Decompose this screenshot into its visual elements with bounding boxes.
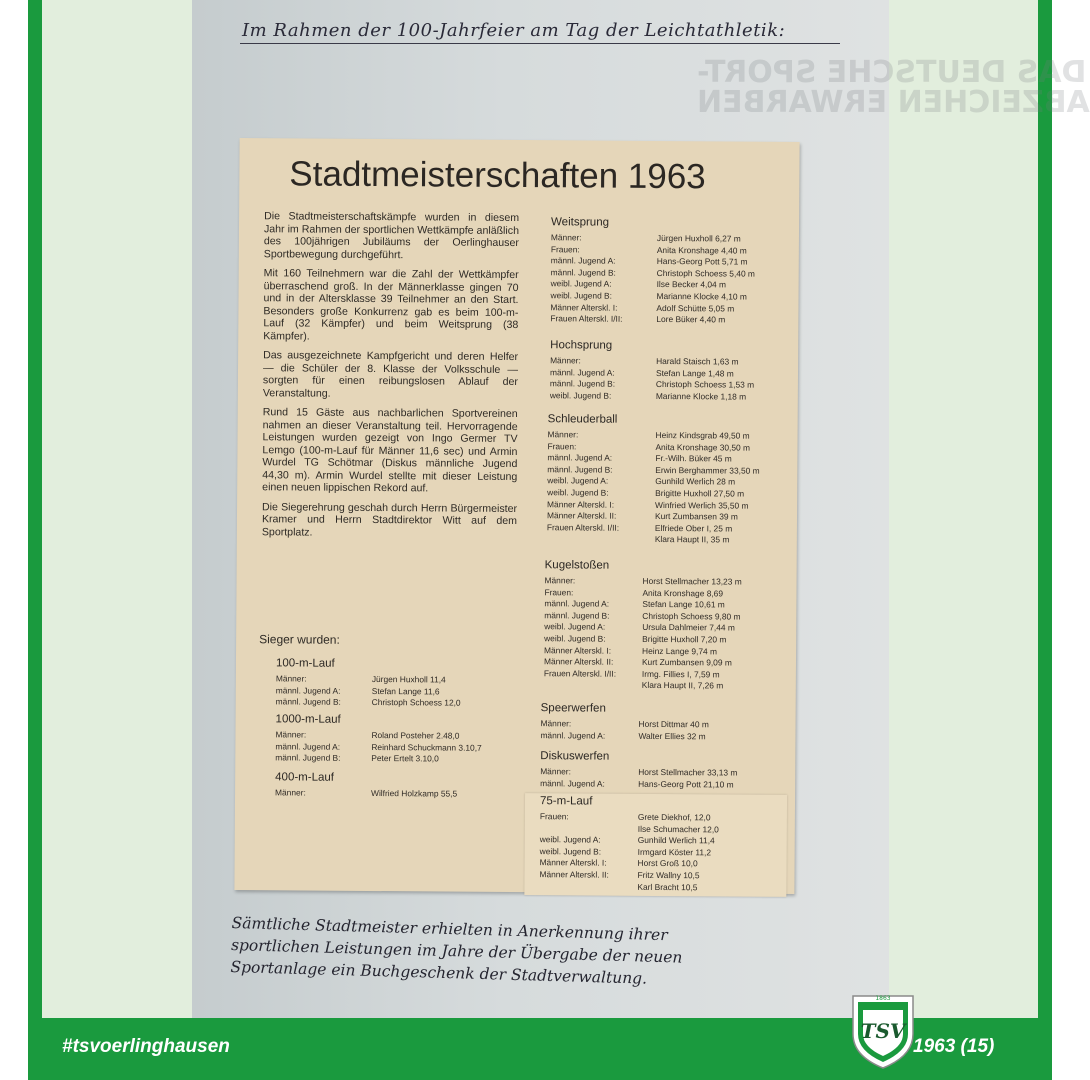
scrapbook-page-photo	[192, 0, 1090, 1018]
event-title: Schleuderball	[547, 413, 618, 426]
result-winner: Horst Dittmar 40 m	[638, 718, 709, 730]
result-winner: Ursula Dahlmeier 7,44 m	[642, 622, 735, 633]
event-block	[539, 794, 719, 893]
result-category: männl. Jugend B:	[275, 752, 341, 763]
result-row	[276, 697, 461, 710]
result-category: männl. Jugend A:	[540, 729, 606, 741]
result-category: männl. Jugend A:	[550, 255, 616, 266]
footer-line: Sportanlage ein Buchgeschenk der Stadtverwaltung.	[230, 957, 648, 988]
result-category: weibl. Jugend A:	[547, 475, 609, 487]
result-category: Frauen:	[550, 243, 580, 255]
event-title: Speerwerfen	[540, 702, 606, 715]
event-block	[550, 338, 755, 403]
result-winner: Anita Kronshage 30,50 m	[655, 441, 751, 453]
result-winner: Harald Staisch 1,63 m	[656, 355, 739, 367]
result-category	[540, 823, 638, 835]
result-row	[539, 881, 718, 894]
result-winner: Ilse Schumacher 12,0	[637, 823, 719, 835]
result-winner: Heinz Kindsgrab 49,50 m	[655, 429, 750, 441]
footer-line: Sämtliche Stadtmeister erhielten in Anerkennung ihrer	[231, 913, 668, 945]
result-category: weibl. Jugend A:	[550, 278, 612, 290]
footer-line: sportlichen Leistungen im Jahre der Übergabe der neuen	[230, 935, 683, 967]
result-winner: Gunhild Werlich 11,4	[637, 835, 715, 846]
result-row	[275, 787, 457, 800]
winners-heading: Sieger wurden:	[259, 632, 340, 647]
result-row	[544, 680, 741, 693]
intro-paragraph: Rund 15 Gäste aus nachbarlichen Sportvereinen nahmen an dieser Veranstaltung teil. Hervorragende Leistungen wurden gezeigt von Ingo Germer TV Lemgo (100-m-Lauf für Männer 11,6 sec) und Armin Wurdel TG Schötmar (Diskus männliche Jugend 44,30 m). Armin Wurdel stellte mit dieser Leistung einen neuen lippischen Rekord auf.	[262, 406, 518, 495]
result-category: weibl. Jugend B:	[547, 487, 609, 498]
header-underline	[240, 43, 840, 44]
result-category: männl. Jugend B:	[549, 378, 616, 389]
result-category: männl. Jugend B:	[275, 696, 341, 707]
intro-paragraph: Die Siegerehrung geschah durch Herrn Bürgermeister Kramer und Herrn Stadtdirektor Witt auf dem Sportplatz.	[261, 500, 518, 539]
result-winner: Ilse Becker 4,04 m	[656, 279, 727, 290]
club-crest-icon	[848, 990, 918, 1070]
result-winner: Fritz Wallny 10,5	[637, 869, 700, 881]
result-category: weibl. Jugend A:	[539, 834, 601, 845]
result-winner: Stefan Lange 11,6	[371, 685, 440, 697]
result-winner: Anita Kronshage 8,69	[642, 587, 724, 599]
result-winner: Hans-Georg Pott 21,10 m	[638, 778, 734, 790]
result-category: Frauen Alterskl. I/II:	[550, 313, 623, 324]
event-block	[540, 749, 737, 791]
event-block	[275, 712, 482, 765]
result-winner: Gunhild Werlich 28 m	[655, 476, 736, 487]
crest-initials: TSV	[860, 1019, 906, 1043]
result-category	[544, 680, 642, 692]
result-category: Frauen Alterskl. I/II:	[543, 667, 617, 679]
result-category: männl. Jugend B:	[550, 267, 616, 278]
header-handwriting: Im Rahmen der 100-Jahrfeier am Tag der Leichtathletik:	[242, 20, 786, 41]
result-winner: Hans-Georg Pott 5,71 m	[656, 256, 748, 267]
event-block	[540, 701, 709, 742]
clipping-title: Stadtmeisterschaften 1963	[289, 154, 706, 197]
result-row	[550, 390, 754, 403]
result-category: Männer Alterskl. II:	[539, 869, 609, 880]
event-title: 400-m-Lauf	[275, 771, 335, 784]
newspaper-clipping	[234, 138, 799, 894]
result-winner: Brigitte Huxholl 27,50 m	[655, 487, 745, 499]
result-winner: Anita Kronshage 4,40 m	[656, 244, 747, 256]
result-category: männl. Jugend A:	[540, 777, 605, 789]
result-category	[547, 534, 655, 546]
event-title: 1000-m-Lauf	[275, 713, 341, 726]
result-category: Frauen:	[539, 811, 569, 822]
result-category: Männer:	[275, 729, 307, 740]
result-winner: Christoph Schoess 1,53 m	[655, 379, 755, 390]
result-winner: Kurt Zumbansen 39 m	[654, 511, 738, 522]
result-category: weibl. Jugend B:	[539, 845, 602, 857]
result-winner: Reinhard Schuckmann 3.10,7	[371, 741, 482, 753]
hashtag-label: #tsvoerlinghausen	[62, 1036, 230, 1057]
result-category: weibl. Jugend B:	[549, 390, 612, 401]
result-category: Männer:	[544, 575, 576, 586]
result-row	[547, 534, 759, 547]
result-category: Männer Alterskl. II:	[546, 510, 617, 521]
result-category: weibl. Jugend A:	[544, 621, 606, 632]
result-winner: Erwin Berghammer 33,50 m	[655, 464, 760, 476]
event-title: 75-m-Lauf	[539, 795, 593, 808]
event-title: Weitsprung	[551, 216, 610, 229]
result-row	[540, 778, 737, 791]
result-winner: Horst Stellmacher 33,13 m	[638, 766, 738, 778]
result-winner: Roland Posteher 2.48,0	[371, 729, 460, 741]
event-title: 100-m-Lauf	[275, 657, 335, 670]
result-winner: Christoph Schoess 5,40 m	[656, 267, 755, 279]
event-block	[276, 656, 461, 709]
result-category: männl. Jugend A:	[275, 684, 341, 696]
event-title: Kugelstoßen	[544, 559, 610, 572]
result-winner: Elfriede Ober I, 25 m	[654, 522, 733, 534]
result-category: männl. Jugend B:	[547, 463, 613, 475]
result-category: Männer Alterskl. I:	[547, 498, 615, 510]
result-category	[539, 881, 637, 893]
result-winner: Brigitte Huxholl 7,20 m	[642, 633, 727, 645]
result-winner: Fr.-Wilh. Büker 45 m	[655, 453, 732, 464]
result-winner: Kurt Zumbansen 9,09 m	[641, 657, 732, 668]
result-winner: Jürgen Huxholl 11,4	[371, 673, 446, 685]
bleed-through-text: DAS DEUTSCHE SPORT- ABZEICHEN ERWARBEN	[697, 55, 1090, 120]
result-category: Männer:	[540, 718, 572, 729]
crest-year: 1863	[875, 995, 891, 1002]
event-block	[550, 215, 755, 326]
result-category: Frauen Alterskl. I/II:	[546, 521, 620, 533]
result-winner: Karl Bracht 10,5	[637, 881, 698, 892]
event-block	[275, 770, 457, 800]
result-winner: Stefan Lange 1,48 m	[655, 367, 734, 379]
intro-paragraph: Die Stadtmeisterschaftskämpfe wurden in diesem Jahr im Rahmen der sportlichen Wettkämpfe anläßlich des 100jährigen Jubiläums der Oerlinghauser Sportbewegung durchgeführt.	[263, 210, 520, 261]
result-winner: Wilfried Holzkamp 55,5	[371, 787, 458, 799]
result-category: Männer Alterskl. II:	[543, 656, 614, 667]
result-category: weibl. Jugend B:	[544, 633, 606, 644]
result-winner: Adolf Schütte 5,05 m	[656, 302, 735, 314]
result-winner: Horst Stellmacher 13,23 m	[642, 575, 742, 587]
result-category: männl. Jugend B:	[544, 609, 610, 621]
result-winner: Grete Diekhof, 12,0	[637, 811, 711, 823]
result-winner: Walter Ellies 32 m	[638, 730, 706, 741]
result-winner: Heinz Lange 9,74 m	[642, 645, 718, 656]
event-block	[547, 412, 760, 546]
result-winner: Stefan Lange 10,61 m	[642, 599, 725, 610]
result-winner: Winfried Werlich 35,50 m	[655, 499, 749, 511]
event-title: Diskuswerfen	[540, 750, 610, 763]
result-category: Männer:	[540, 766, 571, 777]
issue-label: 1963 (15)	[913, 1036, 995, 1057]
result-category: Männer:	[275, 673, 307, 684]
result-winner: Irmgard Köster 11,2	[637, 846, 712, 858]
result-winner: Jürgen Huxholl 6,27 m	[656, 232, 741, 244]
result-category: Männer:	[550, 355, 581, 366]
result-winner: Klara Haupt II, 7,26 m	[641, 680, 724, 691]
intro-text	[262, 210, 519, 547]
result-row	[550, 313, 754, 326]
result-winner: Christoph Schoess 9,80 m	[642, 610, 741, 622]
result-category: Männer:	[275, 787, 306, 798]
result-winner: Marianne Klocke 1,18 m	[655, 390, 747, 402]
result-category: männl. Jugend A:	[544, 598, 610, 609]
result-category: männl. Jugend A:	[275, 740, 341, 752]
result-winner: Klara Haupt II, 35 m	[654, 534, 730, 545]
result-winner: Marianne Klocke 4,10 m	[656, 290, 747, 302]
result-winner: Christoph Schoess 12,0	[371, 697, 461, 708]
result-winner: Peter Ertelt 3.10,0	[371, 753, 439, 764]
result-winner: Horst Groß 10,0	[637, 858, 698, 869]
result-category: Männer Alterskl. I:	[550, 301, 618, 313]
result-row	[275, 753, 481, 766]
result-row	[540, 730, 708, 743]
result-category: Männer:	[547, 429, 579, 440]
result-winner: Irmg. Fillies I, 7,59 m	[641, 668, 720, 680]
result-winner: Lore Büker 4,40 m	[656, 314, 726, 325]
result-category: männl. Jugend A:	[549, 366, 615, 378]
result-category: Frauen:	[544, 586, 574, 597]
intro-paragraph: Das ausgezeichnete Kampfgericht und deren Helfer — die Schüler der 8. Klasse der Volksschule — sorgten für einen reibungslosen Ablauf der Veranstaltung.	[262, 349, 519, 400]
result-category: Frauen:	[547, 440, 577, 452]
result-category: männl. Jugend A:	[547, 452, 613, 463]
intro-paragraph: Mit 160 Teilnehmern war die Zahl der Wettkämpfer überraschend groß. In der Männerklasse gingen 70 und in der Altersklasse 39 Teilnehmer an den Start. Besonders große Konkurrenz gab es beim 100-m-Lauf (32 Kämpfer) und beim Weitsprung (38 Kämpfer).	[263, 267, 519, 343]
result-category: Männer Alterskl. I:	[544, 644, 612, 656]
result-category: Männer:	[550, 232, 582, 243]
result-category: weibl. Jugend B:	[550, 290, 613, 301]
result-category: Männer Alterskl. I:	[539, 857, 607, 869]
event-title: Hochsprung	[550, 339, 613, 352]
event-block	[544, 558, 742, 692]
